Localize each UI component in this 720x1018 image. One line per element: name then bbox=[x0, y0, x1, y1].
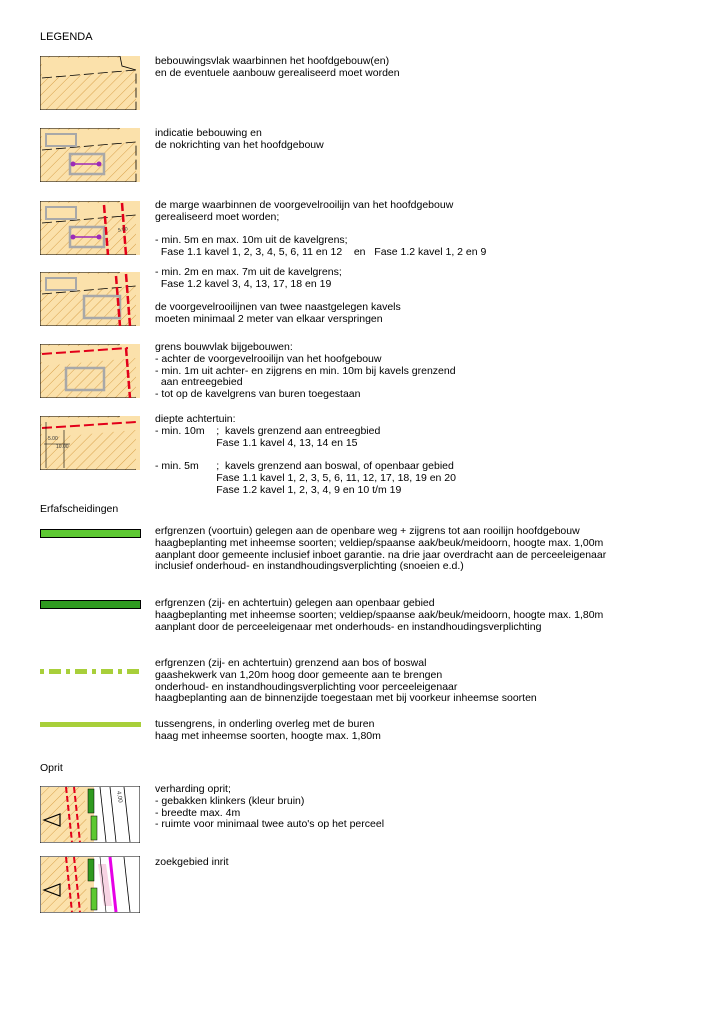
text-bijgebouwen: grens bouwvlak bijgebouwen: - achter de voorgevelrooilijn van het hoofgebouw - min. 1m uit achter- en zijgrens en min. 10m bij kavels grenzend aan entreegebied - tot op de kavelgrens van buren toegestaan bbox=[155, 341, 456, 401]
section-oprit: Oprit bbox=[40, 762, 63, 774]
text-bouwvlak: bebouwingsvlak waarbinnen het hoofdgebouw(en) en de eventuele aanbouw gerealiseerd moet worden bbox=[155, 55, 400, 79]
symbol-bijgebouwen bbox=[40, 344, 140, 398]
symbol-oprit bbox=[40, 786, 140, 843]
symbol-zoekgebied-inrit bbox=[40, 856, 140, 913]
achtertuin-dimension-b: 10.00 bbox=[56, 444, 69, 450]
text-erf-2: erfgrenzen (zij- en achtertuin) gelegen aan openbaar gebied haagbeplanting met inheemse soorten; veldiep/spaanse aak/beuk/meidoorn, hoogte max. 1,80m aanplant door de perceeleigenaar met onderhouds- en instandhoudingsverplichting bbox=[155, 597, 604, 633]
symbol-bouwvlak bbox=[40, 56, 140, 110]
fence-line-forest bbox=[40, 661, 141, 666]
achtertuin-dimension-a: 5.00 bbox=[48, 436, 58, 442]
text-oprit-1: verharding oprit; - gebakken klinkers (kleur bruin) - breedte max. 4m - ruimte voor minimaal twee auto's op het perceel bbox=[155, 783, 385, 831]
oprit-dimension: 4.00 bbox=[114, 790, 123, 804]
section-erfafscheidingen: Erfafscheidingen bbox=[40, 503, 119, 515]
text-erf-4: tussengrens, in onderling overleg met de buren haag met inheemse soorten, hoogte max. 1,80m bbox=[155, 718, 381, 742]
text-erf-3: erfgrenzen (zij- en achtertuin) grenzend aan bos of boswal gaashekwerk van 1,20m hoog door gemeente aan te brengen onderhoud- en instandhoudingsverplichting voor perceeleigenaar haagbeplanting aan de binnenzijde toegestaan met bij voorkeur inheemse soorten bbox=[155, 657, 537, 705]
hedge-line-public bbox=[40, 600, 141, 609]
text-marge-2: - min. 2m en max. 7m uit de kavelgrens; Fase 1.2 kavel 3, 4, 13, 17, 18 en 19 de voorgevelrooilijnen van twee naastgelegen kavels moeten minimaal 2 meter van elkaar verspringen bbox=[155, 266, 401, 326]
legend-title: LEGENDA bbox=[40, 31, 93, 43]
text-achtertuin: diepte achtertuin: - min. 10m ; kavels grenzend aan entreegbied Fase 1.1 kavel 4, 13, 14 en 15 - min. 5m ; kavels grenzend aan boswal, of openbaar gebied Fase 1.1 kavel 1, 2, 3, 5, 6, 11, 12, 17, 18, 19 en 20 Fase 1.2 kavel 1, 2, 3, 4, 9 en 10 t/m 19 bbox=[155, 413, 456, 496]
symbol-achtertuin bbox=[40, 416, 140, 470]
symbol-indicatie bbox=[40, 128, 140, 182]
symbol-marge-2 bbox=[40, 272, 140, 326]
marge-dimension: 5.00 bbox=[117, 226, 129, 234]
hedge-line-front bbox=[40, 529, 141, 538]
text-marge: de marge waarbinnen de voorgevelrooilijn van het hoofdgebouw gerealiseerd moet worden; - min. 5m en max. 10m uit de kavelgrens; Fase 1.1 kavel 1, 2, 3, 4, 5, 6, 11 en 12 en Fase 1.2 kavel 1, 2 en 9 bbox=[155, 199, 487, 259]
text-oprit-2: zoekgebied inrit bbox=[155, 856, 229, 868]
text-erf-1: erfgrenzen (voortuin) gelegen aan de openbare weg + zijgrens tot aan rooilijn hoofdgebouw haagbeplanting met inheemse soorten; veldiep/spaanse aak/beuk/meidoorn, hoogte max. 1,00m aanplant door gemeente inclusief inboet garantie. na drie jaar overdracht aan de perceeleigenaar inclusief onderhoud- en instandhoudingsverplichting (snoeien e.d.) bbox=[155, 525, 607, 573]
text-indicatie: indicatie bebouwing en de nokrichting van het hoofdgebouw bbox=[155, 127, 324, 151]
hedge-line-between bbox=[40, 722, 141, 727]
